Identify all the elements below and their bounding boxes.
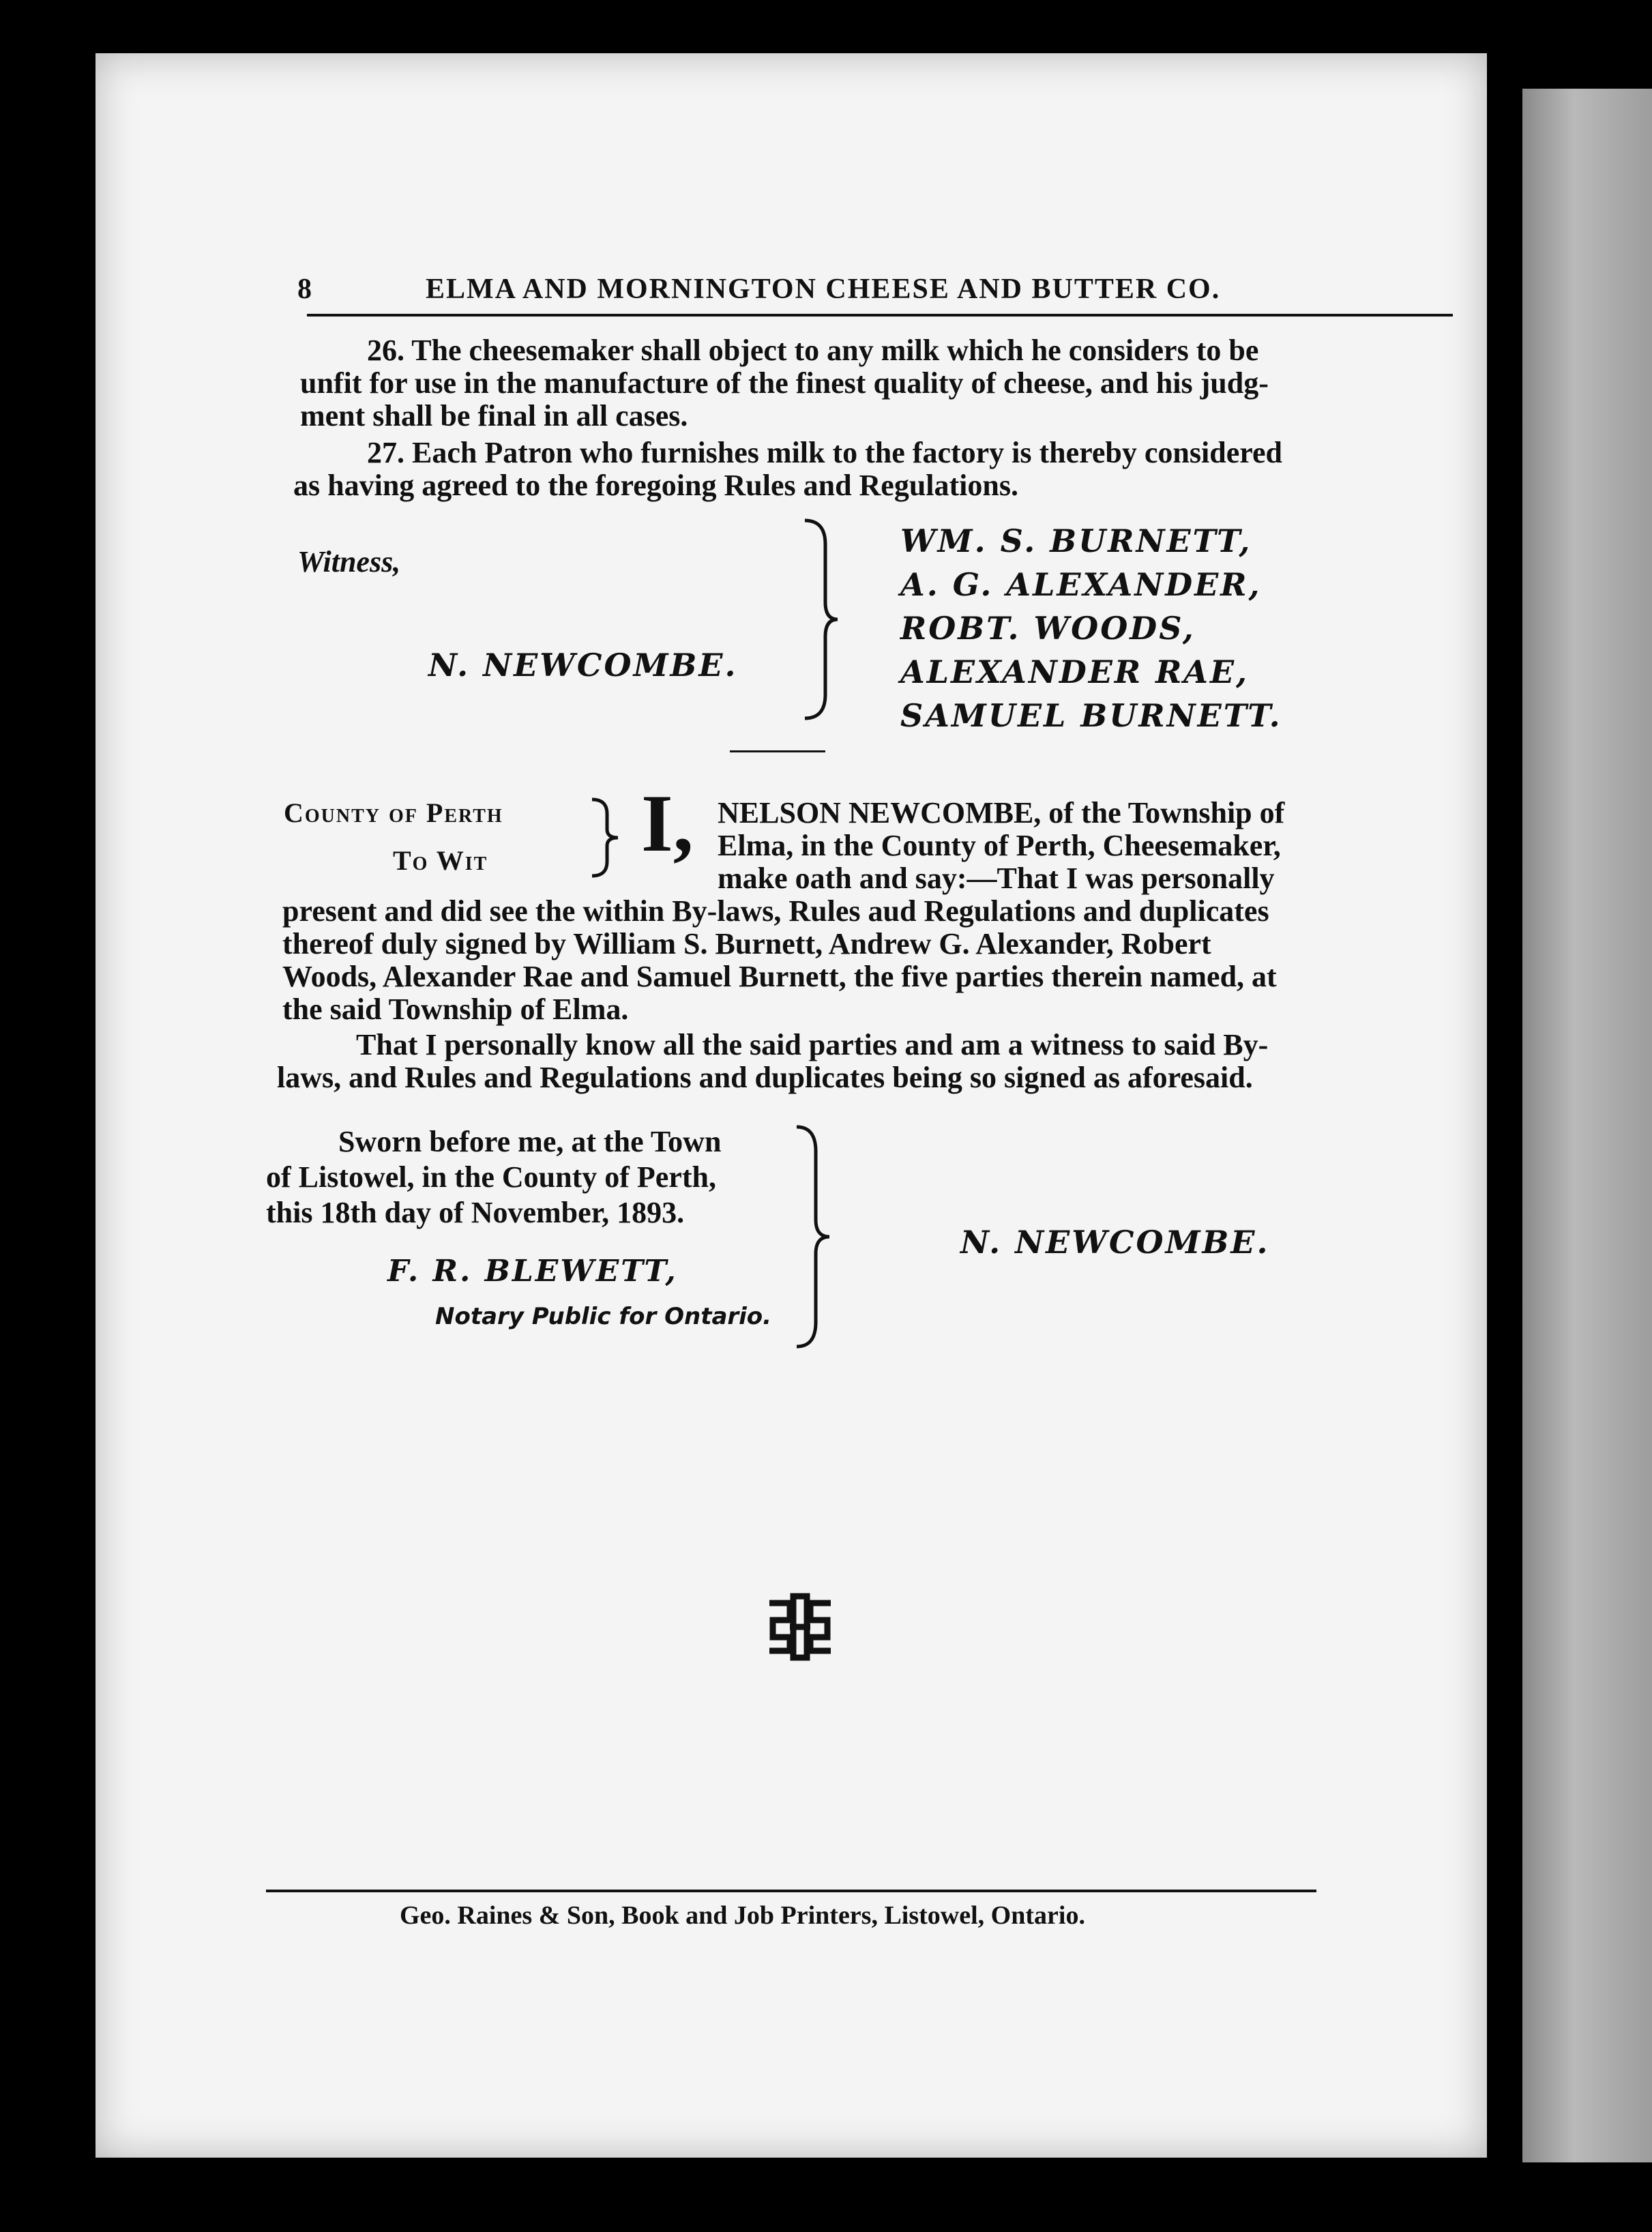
rule-27-line-2: as having agreed to the foregoing Rules and Regulations. — [293, 469, 1019, 502]
signatory-2: A. G. ALEXANDER, — [900, 566, 1262, 603]
rule-27-line-1: 27. Each Patron who furnishes milk to the factory is thereby considered — [367, 436, 1282, 469]
document-page — [95, 53, 1487, 2158]
affidavit-line-2: Elma, in the County of Perth, Cheesemaker, — [718, 829, 1281, 862]
affidavit-line-4: present and did see the within By-laws, Rules aud Regulations and duplicates — [282, 894, 1269, 928]
signatory-1: WM. S. BURNETT, — [900, 523, 1252, 559]
printers-ornament-icon — [756, 1589, 844, 1664]
county-brace — [587, 797, 621, 879]
county-label: County of Perth — [284, 797, 503, 828]
signatory-5: SAMUEL BURNETT. — [900, 697, 1282, 734]
footer-rule — [266, 1890, 1316, 1892]
signatory-3: ROBT. WOODS, — [900, 610, 1196, 647]
affidavit-second-para-line-1: That I personally know all the said parties and am a witness to said By- — [356, 1028, 1269, 1061]
affidavit-line-5: thereof duly signed by William S. Burnett, Andrew G. Alexander, Robert — [282, 927, 1211, 960]
jurat-line-2: of Listowel, in the County of Perth, — [266, 1160, 716, 1194]
affidavit-line-3: make oath and say:—That I was personally — [718, 862, 1275, 895]
affidavit-line-1: NELSON NEWCOMBE, of the Township of — [718, 796, 1285, 829]
affidavit-line-7: the said Township of Elma. — [282, 993, 629, 1026]
notary-title: Notary Public for Ontario. — [435, 1303, 772, 1330]
printer-imprint: Geo. Raines & Son, Book and Job Printers, Listowel, Ontario. — [400, 1901, 1085, 1930]
witness-label: Witness, — [297, 545, 401, 578]
adjacent-page-edge — [1522, 89, 1652, 2162]
signatory-4: ALEXANDER RAE, — [900, 654, 1250, 690]
rule-26-line-3: ment shall be final in all cases. — [300, 399, 688, 432]
witness-name: N. NEWCOMBE. — [428, 647, 738, 684]
section-separator — [730, 750, 825, 752]
jurat-line-1: Sworn before me, at the Town — [338, 1125, 722, 1158]
jurat-line-3: this 18th day of November, 1893. — [266, 1196, 685, 1229]
rule-26-line-2: unfit for use in the manufacture of the finest quality of cheese, and his judg- — [300, 366, 1269, 400]
drop-cap: I, — [641, 778, 694, 868]
page-number: 8 — [297, 274, 313, 305]
signatories-brace — [798, 517, 839, 722]
jurat-brace — [791, 1124, 832, 1349]
notary-name: F. R. BLEWETT, — [387, 1254, 678, 1289]
header-rule — [307, 314, 1453, 317]
affidavit-line-6: Woods, Alexander Rae and Samuel Burnett, the five parties therein named, at — [282, 960, 1277, 993]
to-wit-label: To Wit — [393, 845, 488, 876]
deponent-signature: N. NEWCOMBE. — [960, 1224, 1270, 1261]
page-header-title: ELMA AND MORNINGTON CHEESE AND BUTTER CO. — [426, 274, 1221, 305]
rule-26-line-1: 26. The cheesemaker shall object to any milk which he considers to be — [367, 334, 1259, 367]
affidavit-second-para-line-2: laws, and Rules and Regulations and duplicates being so signed as aforesaid. — [277, 1061, 1253, 1094]
